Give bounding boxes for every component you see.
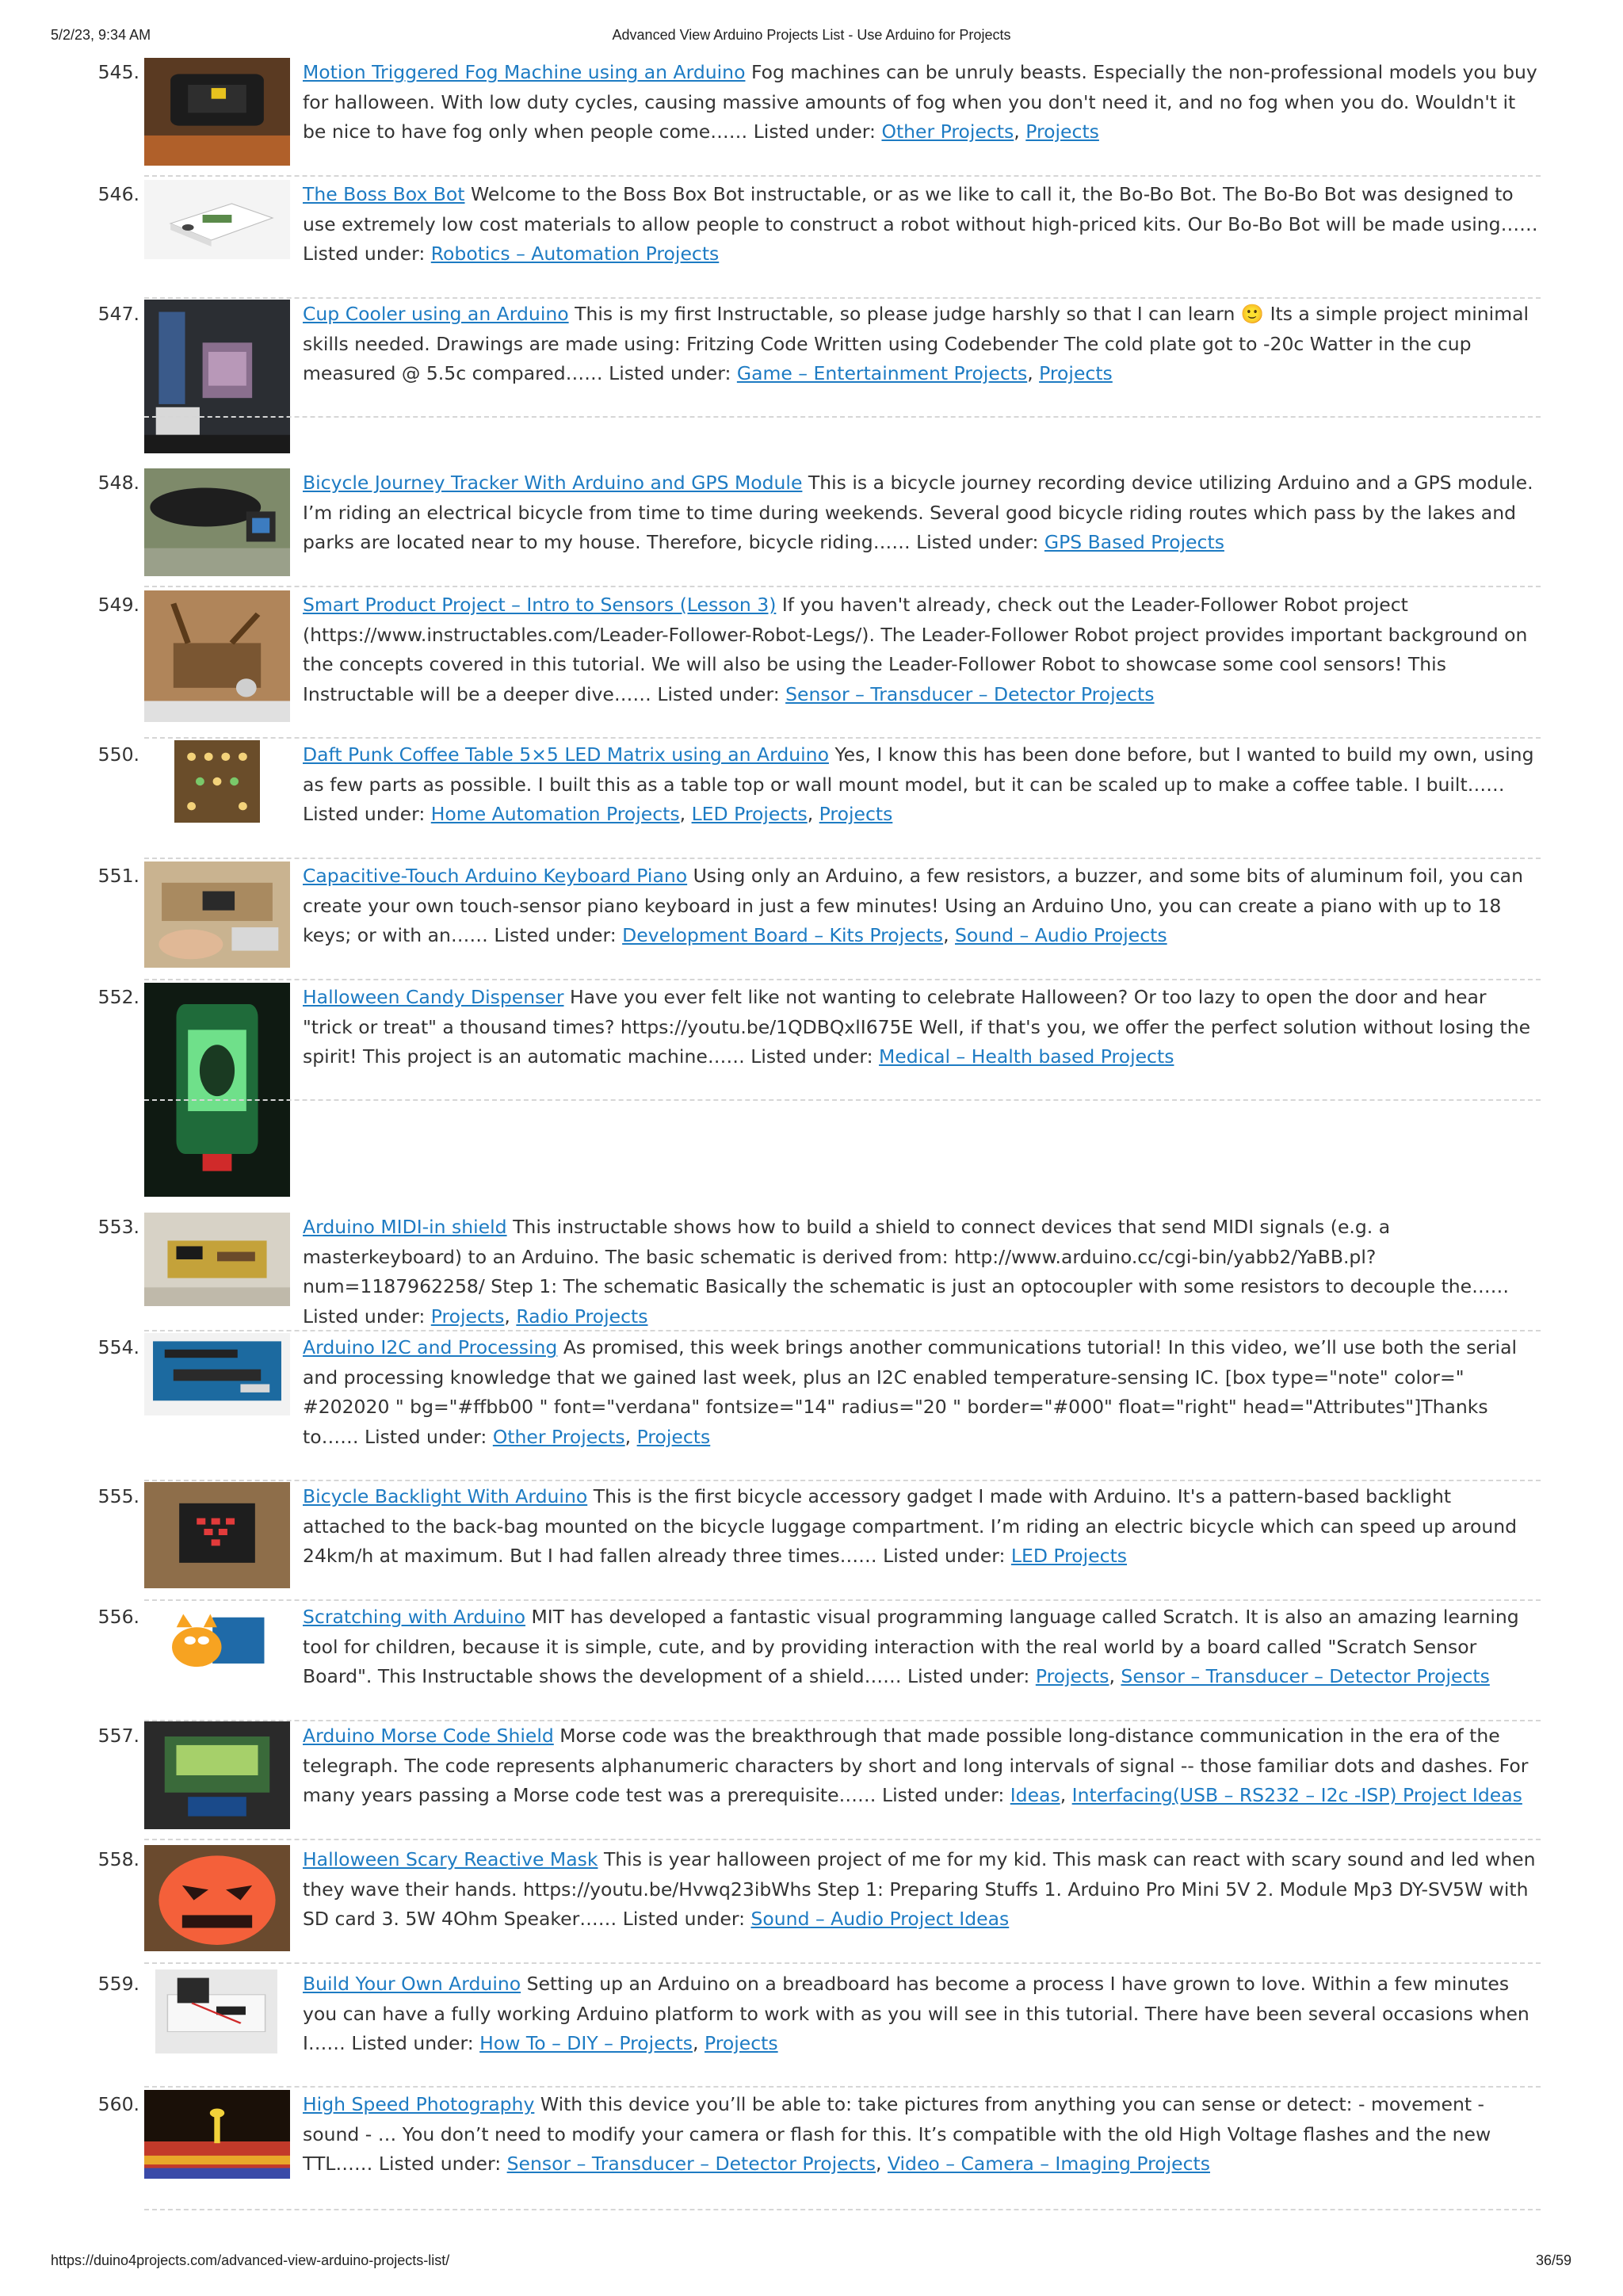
category-link[interactable]: Projects [636,1425,711,1448]
entry-separator [144,737,1541,739]
entry-separator [144,1099,1541,1101]
project-description: This is the first bicycle accessory gadget I made with Arduino. It's a pattern-based backlight attached to the back-bag mounted on the bicycle luggage compartment. I’m riding an electric bicycle which can speed up around 24km/h at maximum. But I had fallen already three times…… Listed under: [303,1485,1518,1567]
project-entry-text [303,983,1539,1072]
project-thumbnail[interactable] [144,468,290,576]
print-header [0,27,1623,59]
print-footer [0,2252,1623,2284]
entry-separator [144,1839,1541,1840]
project-thumbnail[interactable] [155,1969,277,2053]
project-thumbnail[interactable] [144,1721,290,1829]
category-link[interactable]: Projects [1025,120,1099,143]
project-thumbnail[interactable] [144,861,290,968]
project-title-link[interactable]: Capacitive-Touch Arduino Keyboard Piano [303,865,688,887]
entry-separator [144,586,1541,587]
entry-separator [144,1962,1541,1964]
entry-number: 556. [97,1606,139,1628]
project-thumbnail[interactable] [144,1845,290,1951]
category-link[interactable]: LED Projects [691,803,808,825]
category-link[interactable]: Video – Camera – Imaging Projects [887,2153,1211,2175]
entry-separator [144,1480,1541,1481]
category-link[interactable]: Sensor – Transducer – Detector Projects [1121,1665,1490,1687]
entry-number: 547. [97,303,139,325]
category-link[interactable]: Other Projects [492,1425,625,1448]
project-title-link[interactable]: Bicycle Backlight With Arduino [303,1485,588,1507]
project-entry-text: Arduino Morse Code Shield Morse code was the breakthrough that made possible long-distance communication in the era of the telegraph. The code represents alphanumeric characters by short and long intervals of signal -- those familiar dots and dashes. For many years passing a Morse code test was a prerequisite…… Listed under: Ideas, Interfacing(USB – RS232 – I2c -ISP) Project Ideas [303,1725,1529,1806]
project-title-link[interactable]: Motion Triggered Fog Machine using an Arduino [303,61,746,83]
entry-separator [144,175,1541,177]
entry-separator [144,2086,1541,2088]
category-link[interactable]: Game – Entertainment Projects [736,362,1028,384]
category-link[interactable]: GPS Based Projects [1044,531,1224,553]
category-link[interactable]: Sound – Audio Projects [955,924,1167,946]
page-url: https://duino4projects.com/advanced-view-arduino-projects-list/ [51,2252,450,2268]
entry-number: 559. [97,1973,139,1995]
entry-number: 557. [97,1725,139,1747]
project-thumbnail[interactable] [158,1603,271,1685]
project-title-link[interactable]: Bicycle Journey Tracker With Arduino and GPS Module [303,472,803,494]
project-title-link[interactable]: Cup Cooler using an Arduino [303,303,569,325]
project-entry-text: High Speed Photography With this device you’ll be able to: take pictures from anything you can sense or detect: - movement - sound - … You don’t need to modify your camera or flash for this. It’s compatible with the old High Voltage flashes and the new TTL…… Listed under: Sensor – Transducer – Detector Projects, Video – Camera – Imaging Projects [303,2093,1491,2175]
project-title-link[interactable]: Build Your Own Arduino [303,1973,521,1995]
project-entry-text: Motion Triggered Fog Machine using an Arduino Fog machines can be unruly beasts. Especially the non-professional models you buy for halloween. With low duty cycles, causing massive amounts of fog when you don't need it, and no fog when you do. Wouldn't it be nice to have fog only when people come…… Listed under: Other Projects, Projects [303,61,1537,143]
project-title-link[interactable]: Arduino MIDI-in shield [303,1216,507,1238]
category-link[interactable]: LED Projects [1010,1545,1128,1567]
project-thumbnail[interactable] [144,983,290,1197]
project-thumbnail[interactable] [144,1333,290,1415]
project-title-link[interactable]: Smart Product Project – Intro to Sensors (Lesson 3) [303,594,777,616]
project-entry-text: Arduino MIDI-in shield This instructable shows how to build a shield to connect devices that send MIDI signals (e.g. a masterkeyboard) to an Arduino. The basic schematic is derived from: http://www.arduino.cc/cgi-bin/yabb2/YaBB.pl?num=1187962258/ Step 1: The schematic Basically the schematic is just an optocoupler with some resistors to decouple the…… Listed under: Projects, Radio Projects [303,1216,1510,1328]
project-thumbnail[interactable] [144,590,290,722]
entry-number: 552. [97,986,139,1008]
category-link[interactable]: Robotics – Automation Projects [430,243,720,265]
project-thumbnail[interactable] [144,58,290,166]
category-link[interactable]: Other Projects [881,120,1014,143]
entry-separator [144,858,1541,859]
entry-number: 546. [97,183,139,205]
entry-separator [144,1599,1541,1601]
project-title-link[interactable]: Halloween Candy Dispenser [303,986,564,1008]
project-title-link[interactable]: The Boss Box Bot [303,183,465,205]
project-entry-text: Daft Punk Coffee Table 5×5 LED Matrix using an Arduino Yes, I know this has been done before, but I wanted to build my own, using as few parts as possible. I built this as a table top or wall mount model, but it can be scaled up to make a coffee table. I built…… Listed under: Home Automation Projects, LED Projects, Projects [303,743,1534,825]
project-entry-text [303,1482,1539,1572]
project-description: As promised, this week brings another communications tutorial! In this video, we’ll use both the serial and processing knowledge that we gained last week, plus an I2C enabled temperature-sensing IC. [box type="note" color=" #202020 " bg="#ffbb00 " font="verdana" fontsize="14" radius="20 " border="#000" float="right" head="Attributes"]Thanks to…… Listed under: [303,1336,1518,1448]
project-title-link[interactable]: High Speed Photography [303,2093,535,2115]
project-thumbnail[interactable] [144,180,290,259]
project-thumbnail[interactable] [174,740,260,823]
entry-number: 554. [97,1336,139,1358]
project-thumbnail[interactable] [144,300,290,453]
print-datetime: 5/2/23, 9:34 AM [51,27,151,43]
project-entry-text [303,468,1539,558]
project-description: Setting up an Arduino on a breadboard has become a process I have grown to love. Within a few minutes you can have a fully working Arduino platform to work with as you will see in this tutorial. There have been several occasions when I…… Listed under: [303,1973,1529,2054]
project-description: With this device you’ll be able to: take pictures from anything you can sense or detect: - movement - sound - … You don’t need to modify your camera or flash for this. It’s compatible with the old High Voltage flashes and the new TTL…… Listed under: [303,2093,1491,2175]
project-entry-text: Capacitive-Touch Arduino Keyboard Piano Using only an Arduino, a few resistors, a buzzer, and some bits of aluminum foil, you can create your own touch-sensor piano keyboard in just a few minutes! Using an Arduino Uno, you can create a piano with up to 18 keys; or with an…… Listed under: Development Board – Kits Projects, Sound – Audio Projects [303,865,1523,946]
category-link[interactable]: Development Board – Kits Projects [622,924,944,946]
category-link[interactable]: Projects [1039,362,1113,384]
category-link[interactable]: Projects [1035,1665,1109,1687]
project-entry-text [303,180,1539,269]
project-entry-text: Cup Cooler using an Arduino This is my first Instructable, so please judge harshly so that I can learn 🙂 Its a simple project minimal skills needed. Drawings are made using: Fritzing Code Written using Codebender The cold plate got to -20c Watter in the cup measured @ 5.5c compared…… Listed under: Game – Entertainment Projects, Projects [303,303,1529,384]
entry-number: 560. [97,2093,139,2115]
entry-number: 550. [97,743,139,766]
project-description: This instructable shows how to build a shield to connect devices that send MIDI signals (e.g. a masterkeyboard) to an Arduino. The basic schematic is derived from: http://www.arduino.cc/cgi-bin/yabb2/YaBB.pl?num=1187962258/ Step 1: The schematic Basically the schematic is just an optocoupler with some resistors to decouple the…… Listed under: [303,1216,1510,1328]
category-link[interactable]: How To – DIY – Projects [479,2032,693,2054]
entry-separator [144,297,1541,299]
entry-separator [144,2209,1541,2210]
project-description: This is a bicycle journey recording device utilizing Arduino and a GPS module. I’m riding an electrical bicycle from time to time during weekends. Several good bicycle riding routes which pass by the lakes and parks are located near to my house. Therefore, bicycle riding…… Listed under: [303,472,1533,553]
project-entry-text [303,1845,1539,1935]
category-link[interactable]: Radio Projects [516,1305,648,1328]
category-link[interactable]: Sensor – Transducer – Detector Projects [506,2153,876,2175]
project-title-link[interactable]: Scratching with Arduino [303,1606,526,1628]
entry-number: 548. [97,472,139,494]
entry-number: 545. [97,61,139,83]
project-title-link[interactable]: Arduino I2C and Processing [303,1336,558,1358]
entry-number: 558. [97,1848,139,1870]
project-entry-text: Arduino I2C and Processing As promised, this week brings another communications tutorial! In this video, we’ll use both the serial and processing knowledge that we gained last week, plus an I2C enabled temperature-sensing IC. [box type="note" color=" #202020 " bg="#ffbb00 " font="verdana" fontsize="14" radius="20 " border="#000" float="right" head="Attributes"]Thanks to…… Listed under: Other Projects, Projects [303,1336,1518,1448]
category-link[interactable]: Projects [819,803,893,825]
category-link[interactable]: Sound – Audio Project Ideas [750,1908,1010,1930]
category-link[interactable]: Medical – Health based Projects [879,1045,1174,1068]
entry-number: 555. [97,1485,139,1507]
project-description: This is my first Instructable, so please judge harshly so that I can learn 🙂 Its a simple project minimal skills needed. Drawings are made using: Fritzing Code Written using Codebender The cold plate got to -20c Watter in the cup measured @ 5.5c compared…… Listed under: [303,303,1529,384]
project-description: Morse code was the breakthrough that made possible long-distance communication in the era of the telegraph. The code represents alphanumeric characters by short and long intervals of signal -- those familiar dots and dashes. For many years passing a Morse code test was a prerequisite…… Listed under: [303,1725,1529,1806]
project-thumbnail[interactable] [144,1213,290,1306]
project-title-link[interactable]: Halloween Scary Reactive Mask [303,1848,598,1870]
category-link[interactable]: Ideas [1010,1784,1060,1806]
project-description: This is year halloween project of me for my kid. This mask can react with scary sound and led when they wave their hands. https://youtu.be/Hvwq23ibWhs Step 1: Preparing Stuffs 1. Arduino Pro Mini 5V 2. Module Mp3 DY-SV5W with SD card 3. 5W 4Ohm Speaker…… Listed under: [303,1848,1536,1930]
entry-number: 551. [97,865,139,887]
project-description: Using only an Arduino, a few resistors, a buzzer, and some bits of aluminum foil, you can create your own touch-sensor piano keyboard in just a few minutes! Using an Arduino Uno, you can create a piano with up to 18 keys; or with an…… Listed under: [303,865,1523,946]
category-link[interactable]: Interfacing(USB – RS232 – I2c -ISP) Project Ideas [1071,1784,1522,1806]
project-description: MIT has developed a fantastic visual programming language called Scratch. It is also an amazing learning tool for children, because it is simple, cute, and by providing interaction with the real world by a board called "Scratch Sensor Board". This Instructable shows the development of a shield…… Listed under: [303,1606,1519,1687]
project-description: Welcome to the Boss Box Bot instructable, or as we like to call it, the Bo-Bo Bot. The Bo-Bo Bot was designed to use extremely low cost materials to allow people to construct a robot without high-priced kits. Our Bo-Bo Bot will be made using…… Listed under: [303,183,1538,265]
entry-separator [144,1330,1541,1331]
category-link[interactable]: Projects [430,1305,505,1328]
project-thumbnail[interactable] [144,1482,290,1588]
project-entry-text: Scratching with Arduino MIT has developed a fantastic visual programming language called Scratch. It is also an amazing learning tool for children, because it is simple, cute, and by providing interaction with the real world by a board called "Scratch Sensor Board". This Instructable shows the development of a shield…… Listed under: Projects, Sensor – Transducer – Detector Projects [303,1606,1519,1687]
project-title-link[interactable]: Daft Punk Coffee Table 5×5 LED Matrix using an Arduino [303,743,829,766]
project-description: If you haven't already, check out the Leader-Follower Robot project (https://www.instructables.com/Leader-Follower-Robot-Legs/). The Leader-Follower Robot project provides important background on the concepts covered in this tutorial. We will also be using the Leader-Follower Robot to showcase some cool sensors! This Instructable will be a deeper dive…… Listed under: [303,594,1528,705]
page-number: 36/59 [1535,2252,1571,2268]
page-title: Advanced View Arduino Projects List - Use Arduino for Projects [612,27,1011,43]
entry-number: 553. [97,1216,139,1238]
project-thumbnail[interactable] [144,2090,290,2179]
project-description: Yes, I know this has been done before, but I wanted to build my own, using as few parts as possible. I built this as a table top or wall mount model, but it can be scaled up to make a coffee table. I built…… Listed under: [303,743,1534,825]
project-entry-text [303,590,1539,709]
category-link[interactable]: Home Automation Projects [430,803,680,825]
project-description: Fog machines can be unruly beasts. Especially the non-professional models you buy for halloween. With low duty cycles, causing massive amounts of fog when you don't need it, and no fog when you do. Wouldn't it be nice to have fog only when people come…… Listed under: [303,61,1537,143]
entry-separator [144,416,1541,418]
project-description: Have you ever felt like not wanting to celebrate Halloween? Or too lazy to open the door and hear "trick or treat" a thousand times? https://youtu.be/1QDBQxlI675E Well, if that's you, we offer the perfect solution without losing the spirit! This project is an automatic machine…… Listed under: [303,986,1531,1068]
entry-separator [144,979,1541,980]
entry-number: 549. [97,594,139,616]
category-link[interactable]: Projects [704,2032,778,2054]
project-entry-text: Build Your Own Arduino Setting up an Arduino on a breadboard has become a process I have grown to love. Within a few minutes you can have a fully working Arduino platform to work with as you will see in this tutorial. There have been several occasions when I…… Listed under: How To – DIY – Projects, Projects [303,1973,1529,2054]
project-title-link[interactable]: Arduino Morse Code Shield [303,1725,554,1747]
category-link[interactable]: Sensor – Transducer – Detector Projects [785,682,1155,705]
